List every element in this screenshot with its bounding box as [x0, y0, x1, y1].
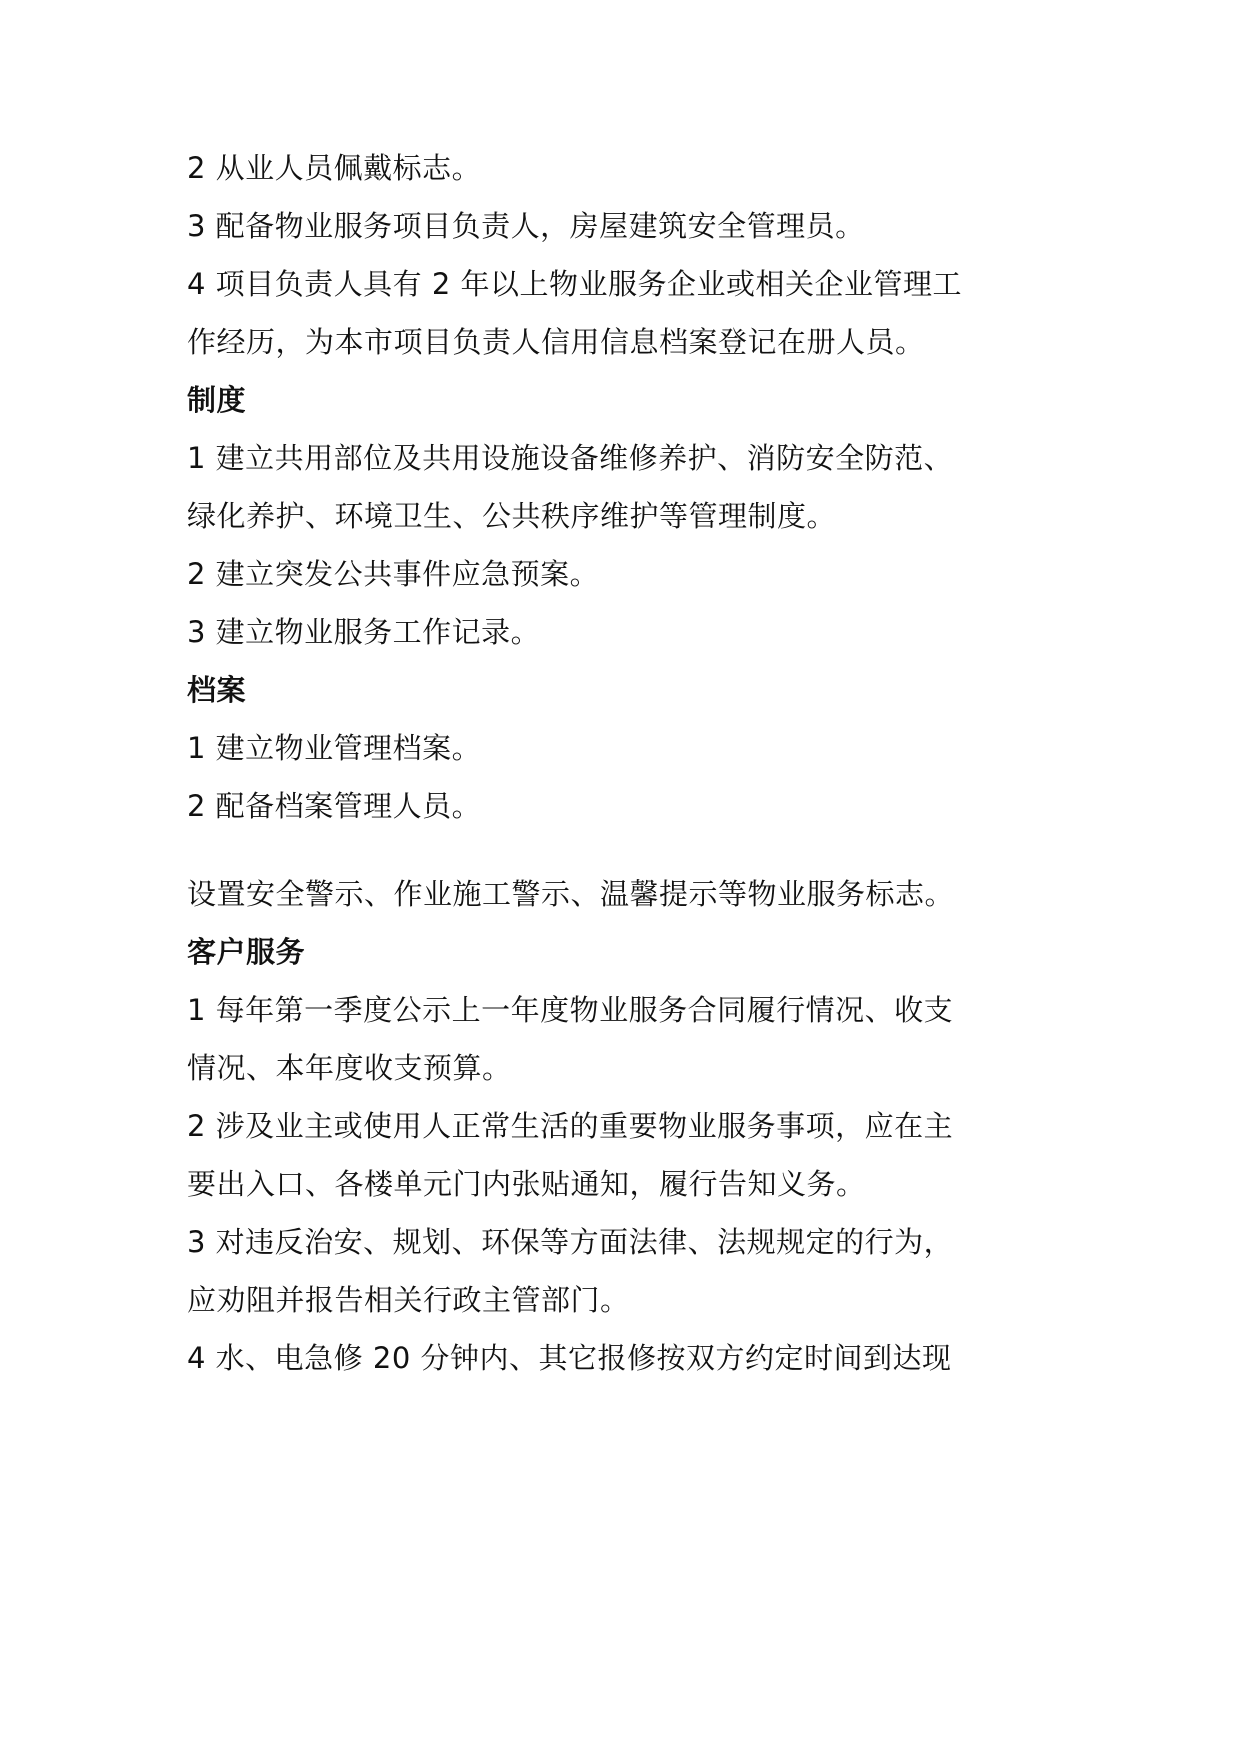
section-heading: 客户服务	[187, 935, 306, 969]
text-line: 要出入口、各楼单元门内张贴通知，履行告知义务。	[187, 1167, 866, 1201]
text-line: 3 对违反治安、规划、环保等方面法律、法规规定的行为，	[187, 1225, 954, 1259]
text-line: 2 涉及业主或使用人正常生活的重要物业服务事项，应在主	[187, 1109, 954, 1143]
section-heading: 制度	[187, 383, 247, 417]
text-line: 设置安全警示、作业施工警示、温馨提示等物业服务标志。	[187, 877, 955, 911]
text-line: 3 建立物业服务工作记录。	[187, 615, 541, 649]
text-line: 4 水、电急修 20 分钟内、其它报修按双方约定时间到达现	[187, 1341, 952, 1375]
text-line: 绿化养护、环境卫生、公共秩序维护等管理制度。	[187, 499, 837, 533]
text-line: 1 建立共用部位及共用设施设备维修养护、消防安全防范、	[187, 441, 954, 475]
text-line: 1 每年第一季度公示上一年度物业服务合同履行情况、收支	[187, 993, 954, 1027]
text-line: 2 建立突发公共事件应急预案。	[187, 557, 600, 591]
text-line: 2 从业人员佩戴标志。	[187, 151, 482, 185]
section-heading: 档案	[187, 673, 247, 707]
text-line: 应劝阻并报告相关行政主管部门。	[187, 1283, 630, 1317]
text-line: 1 建立物业管理档案。	[187, 731, 482, 765]
text-line: 3 配备物业服务项目负责人，房屋建筑安全管理员。	[187, 209, 865, 243]
text-line: 作经历，为本市项目负责人信用信息档案登记在册人员。	[187, 325, 925, 359]
text-line: 4 项目负责人具有 2 年以上物业服务企业或相关企业管理工	[187, 267, 963, 301]
text-line: 情况、本年度收支预算。	[187, 1051, 512, 1085]
text-line: 2 配备档案管理人员。	[187, 789, 482, 823]
